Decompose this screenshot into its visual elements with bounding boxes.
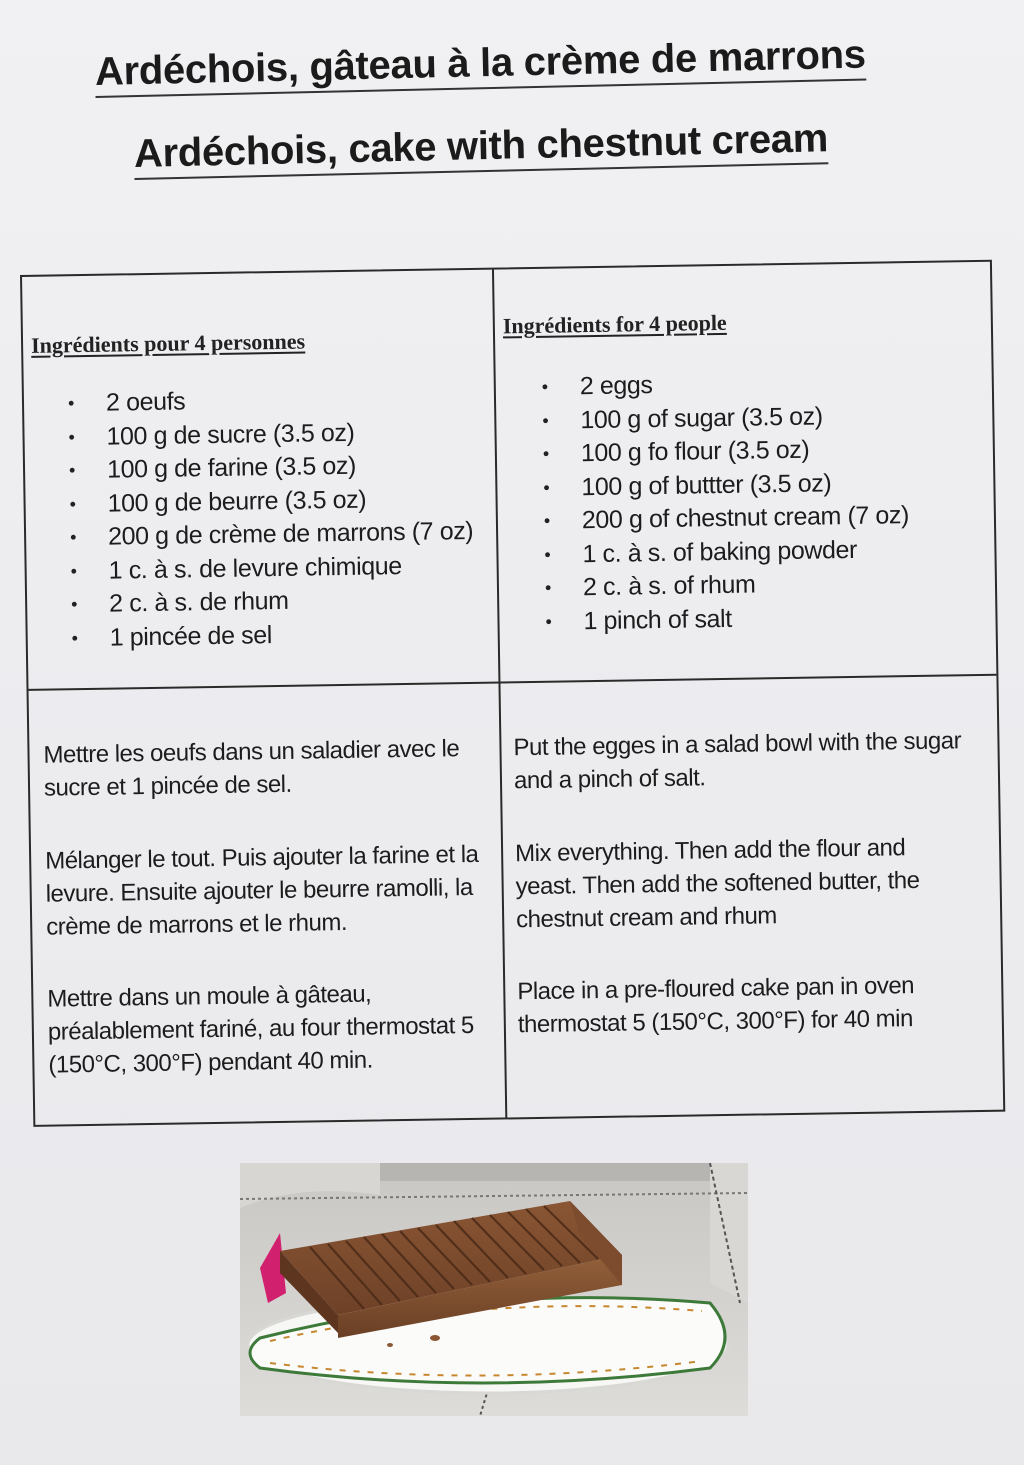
ingredient-item: • 100 g of buttter (3.5 oz) bbox=[543, 466, 909, 505]
step-french-1: Mettre les oeufs dans un saladier avec le sucre et 1 pincée de sel. bbox=[43, 735, 460, 802]
ingredients-heading-english: Ingrédients for 4 people bbox=[502, 309, 727, 339]
ingredient-item: • 200 g of chestnut cream (7 oz) bbox=[544, 499, 910, 538]
bullet-icon: • bbox=[71, 594, 78, 615]
bullet-icon: • bbox=[70, 560, 77, 581]
ingredient-item: • 100 g de farine (3.5 oz) bbox=[69, 448, 473, 488]
bullet-icon: • bbox=[543, 510, 550, 531]
ingredients-list-english bbox=[542, 365, 911, 639]
bullet-icon: • bbox=[544, 544, 551, 565]
ingredient-item: • 1 c. à s. of baking powder bbox=[544, 533, 910, 572]
table-row-divider bbox=[29, 674, 997, 691]
bullet-icon: • bbox=[68, 460, 76, 481]
recipe-table bbox=[20, 260, 1005, 1127]
ingredient-item: • 2 oeufs bbox=[68, 381, 472, 421]
bullet-icon: • bbox=[544, 577, 552, 598]
step-french-3: Mettre dans un moule à gâteau, préalablement fariné, au four thermostat 5 (150°C, 300°F) pendant 40 min. bbox=[47, 980, 474, 1079]
bullet-icon: • bbox=[67, 393, 75, 414]
ingredients-heading-french: Ingrédients pour 4 personnes bbox=[30, 328, 306, 358]
bullet-icon: • bbox=[542, 443, 549, 464]
cake-photo bbox=[240, 1163, 748, 1416]
ingredient-item: • 2 c. à s. de rhum bbox=[71, 582, 475, 622]
bullet-icon: • bbox=[68, 426, 75, 447]
ingredients-list-french bbox=[68, 381, 475, 655]
bullet-icon: • bbox=[545, 611, 552, 632]
ingredient-item: • 100 g de beurre (3.5 oz) bbox=[69, 481, 473, 521]
ingredient-item: • 1 pinch of salt bbox=[545, 600, 911, 639]
ingredient-item: • 100 g fo flour (3.5 oz) bbox=[543, 432, 909, 471]
step-english-3: Place in a pre-floured cake pan in oven thermostat 5 (150°C, 300°F) for 40 min bbox=[517, 972, 915, 1039]
ingredient-item: • 2 eggs bbox=[542, 365, 908, 404]
recipe-title-french: Ardéchois, gâteau à la crème de marrons bbox=[94, 33, 866, 98]
step-english-1: Put the egges in a salad bowl with the sugar and a pinch of salt. bbox=[513, 727, 962, 795]
bullet-icon: • bbox=[69, 493, 76, 514]
step-french-2: Mélanger le tout. Puis ajouter la farine et la levure. Ensuite ajouter le beurre ramolli, la crème de marrons et le rhum. bbox=[44, 840, 479, 941]
bullet-icon: • bbox=[541, 376, 548, 397]
sliced-cake-on-plate-illustration bbox=[240, 1163, 748, 1416]
ingredient-item: • 100 g of sugar (3.5 oz) bbox=[542, 399, 908, 438]
ingredient-item: • 2 c. à s. of rhum bbox=[545, 566, 911, 605]
recipe-title-english: Ardéchois, cake with chestnut cream bbox=[133, 116, 828, 180]
bullet-icon: • bbox=[542, 410, 549, 431]
ingredient-item: • 1 pincée de sel bbox=[71, 615, 475, 655]
ingredient-item: • 1 c. à s. de levure chimique bbox=[70, 548, 474, 588]
bullet-icon: • bbox=[71, 627, 78, 648]
bullet-icon: • bbox=[69, 527, 77, 548]
step-english-2: Mix everything. Then add the flour and yeast. Then add the softened butter, the chestnut cream and rhum bbox=[514, 834, 920, 934]
bullet-icon: • bbox=[543, 477, 550, 498]
ingredient-item: • 200 g de crème de marrons (7 oz) bbox=[70, 515, 474, 555]
ingredient-item: • 100 g de sucre (3.5 oz) bbox=[68, 414, 472, 454]
